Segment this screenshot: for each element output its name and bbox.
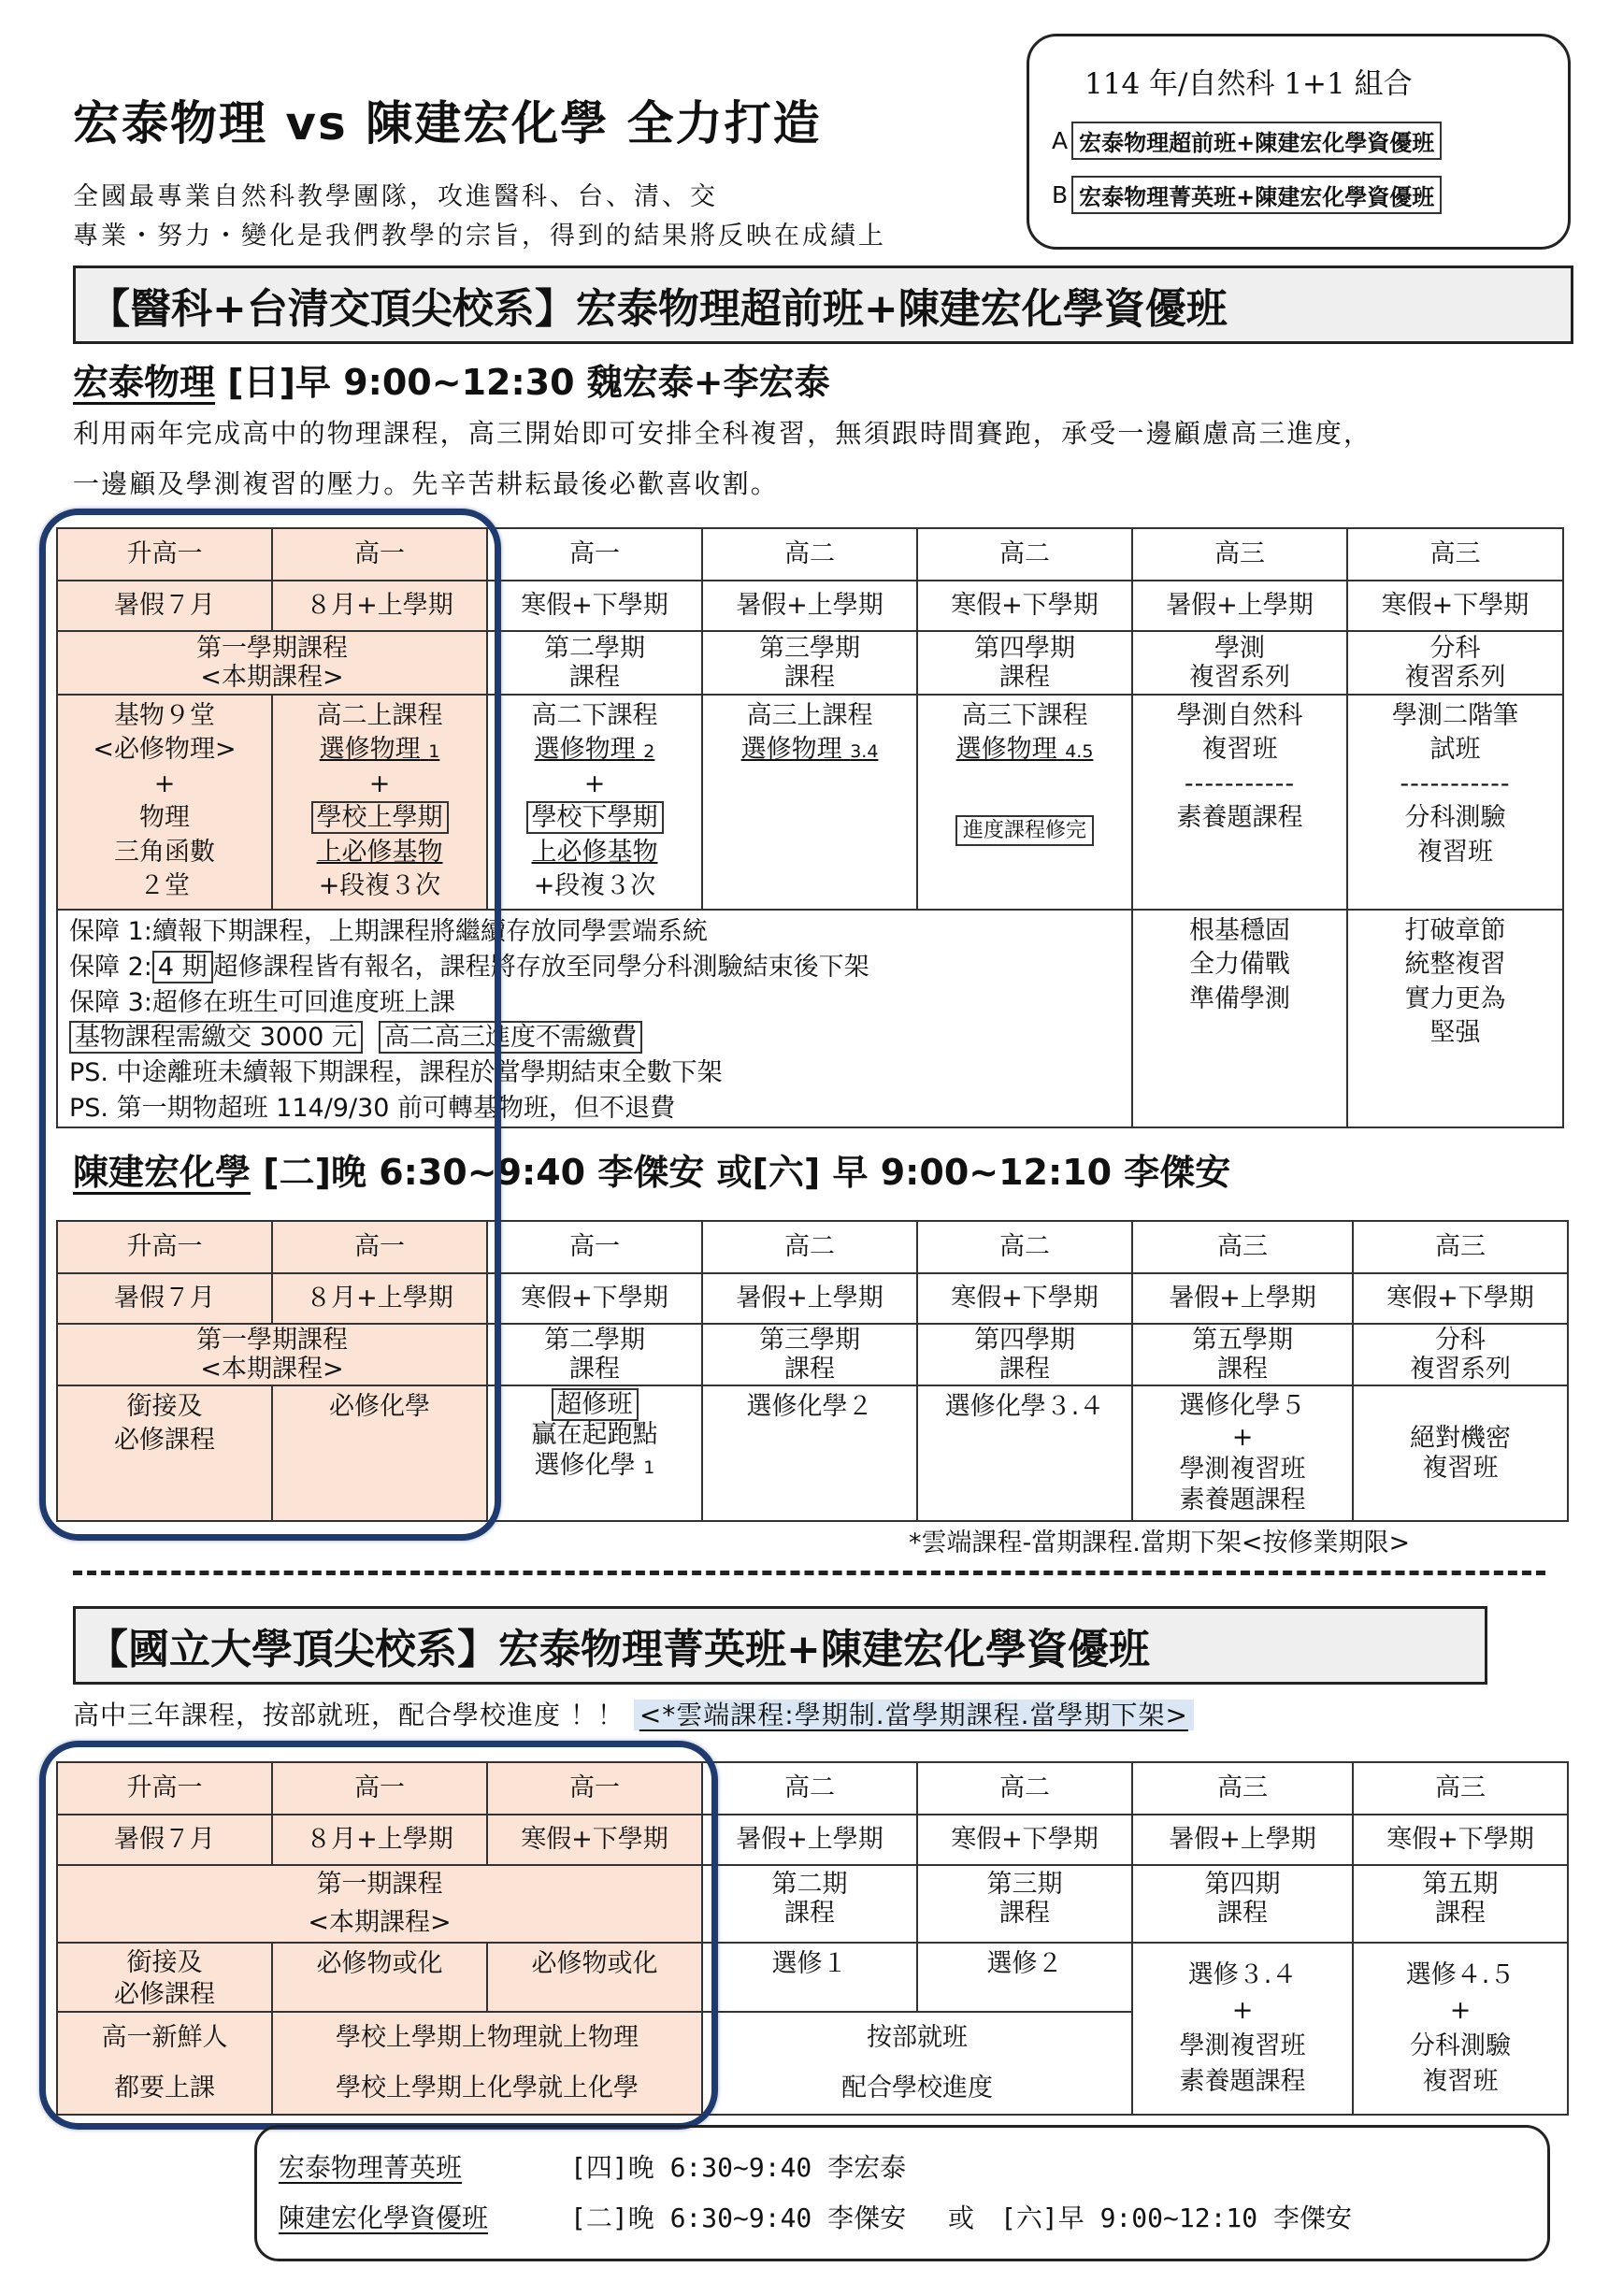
t3-extra-1: [57, 2012, 272, 2115]
t3-course-3-a: 第三期: [986, 1870, 1063, 1899]
t1-grade: 高三: [1347, 528, 1563, 581]
t3-course-1: [57, 1865, 702, 1943]
t1-c7-line: 複習班: [1417, 837, 1493, 867]
t1-course-6-b: 複習系列: [1404, 663, 1506, 692]
t2-term: ８月+上學期: [272, 1273, 487, 1324]
combo-a-label: A: [1052, 127, 1069, 154]
t1-c2-line: 高二上課程: [316, 701, 443, 730]
t2-course-3-a: 第三學期: [759, 1325, 860, 1355]
t2-course-5-b: 課程: [1217, 1355, 1268, 1384]
t2-course-1-b: <本期課程>: [200, 1355, 344, 1384]
t1-course-4-b: 課程: [999, 663, 1050, 692]
bottom-row-2-name: 陳建宏化學資優班: [279, 2203, 489, 2233]
t1-term: 寒假+下學期: [1347, 581, 1563, 631]
t1-c2-elective: [275, 733, 484, 767]
section2-banner: 【國立大學頂尖校系】宏泰物理菁英班+陳建宏化學資優班: [73, 1606, 1487, 1685]
t2-c1-line: 必修課程: [114, 1426, 215, 1456]
fee-boxed-1: 基物課程需繳交 3000 元: [69, 1021, 363, 1054]
t2-content-5: [917, 1385, 1132, 1521]
bottom-row-2: [279, 2198, 1352, 2235]
t2-course-4: [917, 1324, 1132, 1385]
t2-course-4-a: 第四學期: [974, 1325, 1075, 1355]
bottom-schedule-box: [254, 2125, 1550, 2261]
combo-a-text: 宏泰物理超前班+陳建宏化學資優班: [1071, 122, 1442, 160]
t3-grade: 高二: [702, 1762, 917, 1815]
t1-c1-line: +: [153, 768, 176, 798]
t1-goal-7-line: 打破章節: [1404, 916, 1506, 945]
t1-goal-6-line: 準備學測: [1189, 983, 1290, 1013]
t3-term: 暑假+上學期: [702, 1815, 917, 1865]
t1-c3-line: 高二下課程: [531, 701, 658, 730]
t3-r7-line: 選修４.５: [1405, 1960, 1515, 1990]
t1-content-1: [57, 695, 272, 910]
t1-c5-line: 高三下課程: [961, 701, 1088, 730]
t3-grade: 高二: [917, 1762, 1132, 1815]
guarantee-2: [69, 950, 1129, 985]
t3-x3-line: 配合學校進度: [841, 2073, 993, 2102]
guarantee-1: 保障 1:續報下期課程，上期課程將繼續存放同學雲端系統: [69, 917, 708, 946]
t2-course-2-a: 第二學期: [544, 1325, 645, 1355]
t2-grade: 升高一: [57, 1221, 272, 1273]
t1-course-3: [702, 631, 917, 695]
t3-x1-line: 高一新鮮人: [101, 2022, 228, 2052]
t1-grade: 高二: [917, 528, 1132, 581]
t2-grade: 高三: [1353, 1221, 1568, 1273]
t3-course-1-b: <本期課程>: [308, 1907, 452, 1937]
fee-line: [69, 1020, 1129, 1055]
ps-note-1: PS. 中途離班未續報下期課程，課程於當學期結束全數下架: [69, 1058, 723, 1088]
t2-term: 暑假+上學期: [1132, 1273, 1353, 1324]
t3-extra-3: [702, 2012, 1132, 2115]
t2-c6-line: 素養題課程: [1179, 1485, 1306, 1515]
t1-course-6-a: 分科: [1429, 633, 1481, 663]
elite-schedule-table: [56, 1761, 1569, 2116]
t3-content-6: [1132, 1943, 1353, 2115]
t3-term: 寒假+下學期: [917, 1815, 1132, 1865]
t1-course-2-b: 課程: [569, 663, 620, 692]
t3-grade-row: [57, 1762, 1568, 1815]
t1-c5-boxed: 進度課程修完: [955, 815, 1094, 846]
t2-course-6: [1353, 1324, 1568, 1385]
t1-c6-line: 複習班: [1201, 735, 1278, 765]
section1-banner: 【醫科+台清交頂尖校系】宏泰物理超前班+陳建宏化學資優班: [73, 265, 1573, 344]
t1-c2-line: +段複３次: [318, 871, 441, 901]
t1-course-1-a: 第一學期課程: [196, 633, 348, 663]
t2-c6-line: +: [1231, 1422, 1254, 1452]
t3-x2-line: 學校上學期上物理就上物理: [336, 2022, 639, 2052]
physics-time: [日]早 9:00~12:30 魏宏泰+李宏泰: [227, 362, 830, 403]
t3-grade: 高三: [1132, 1762, 1353, 1815]
t1-grade: 高一: [272, 528, 487, 581]
t1-course-6: [1347, 631, 1563, 695]
physics-heading: [73, 353, 830, 405]
t1-content-3: [487, 695, 702, 910]
t3-term: 寒假+下學期: [1353, 1815, 1568, 1865]
t1-term: 寒假+下學期: [917, 581, 1132, 631]
t2-grade-row: [57, 1221, 1568, 1273]
t3-course-4-a: 第四期: [1204, 1870, 1281, 1899]
t3-grade: 高一: [272, 1762, 487, 1815]
t2-c5-line: 選修化學３.４: [944, 1392, 1105, 1421]
guarantee-3: 保障 3:超修在班生可回進度班上課: [69, 987, 455, 1017]
t1-goal-6-line: 全力備戰: [1189, 950, 1290, 980]
t2-course-2-b: 課程: [569, 1355, 620, 1384]
t3-course-5: [1353, 1865, 1568, 1943]
t1-guarantees: [57, 910, 1132, 1127]
t2-c3-elective: [490, 1451, 699, 1481]
t2-c6-line: 選修化學５: [1179, 1391, 1306, 1420]
t2-content-1: [57, 1385, 272, 1521]
t1-c5-elective-num: 4.5: [1065, 741, 1094, 763]
t1-term: ８月+上學期: [272, 581, 487, 631]
t2-term-row: [57, 1273, 1568, 1324]
t3-term: 寒假+下學期: [487, 1815, 702, 1865]
t2-content-6: [1132, 1385, 1353, 1521]
t2-course-1-a: 第一學期課程: [196, 1325, 348, 1355]
t3-content-7: [1353, 1943, 1568, 2115]
t1-course-2-a: 第二學期: [544, 633, 645, 663]
bottom-row-2-time: [二]晚 6:30~9:40 李傑安 或 [六]早 9:00~12:10 李傑安: [570, 2203, 1353, 2233]
intro-line-2: 專業・努力・變化是我們教學的宗旨，得到的結果將反映在成績上: [73, 222, 886, 251]
t1-c6-line: 學測自然科: [1176, 701, 1303, 730]
bottom-row-1-time: [四]晚 6:30~9:40 李宏泰: [570, 2152, 907, 2183]
t1-goal-7-line: 堅强: [1429, 1018, 1481, 1048]
t3-extra-2: [272, 2012, 702, 2115]
t3-term: 暑假７月: [57, 1815, 272, 1865]
t1-term: 暑假+上學期: [702, 581, 917, 631]
ps-note-2: PS. 第一期物超班 114/9/30 前可轉基物班，但不退費: [69, 1093, 676, 1123]
t1-c6-divider: -----------: [1184, 768, 1296, 798]
t1-c2-elective-num: 1: [428, 741, 440, 763]
t2-c3-boxed: 超修班: [552, 1388, 639, 1421]
t2-term: 寒假+下學期: [487, 1273, 702, 1324]
t2-term: 暑假７月: [57, 1273, 272, 1324]
t1-grade: 高二: [702, 528, 917, 581]
t3-grade: 高三: [1353, 1762, 1568, 1815]
t3-r1-line: 必修課程: [114, 1979, 215, 2009]
t1-content-2: [272, 695, 487, 910]
t3-course-2-b: 課程: [784, 1899, 835, 1929]
t1-grade: 高一: [487, 528, 702, 581]
t2-course-4-b: 課程: [999, 1355, 1050, 1384]
guarantee-2-label: 保障 2:: [69, 952, 152, 982]
t1-c7-line: 試班: [1429, 735, 1481, 765]
t3-term-row: [57, 1815, 1568, 1865]
fee-boxed-2: 高二高三進度不需繳費: [379, 1021, 642, 1054]
t3-x3-line: 按部就班: [867, 2022, 968, 2052]
t1-content-7: [1347, 695, 1563, 910]
t3-content-row: [57, 1943, 1568, 2012]
t1-course-4: [917, 631, 1132, 695]
t1-c5-elective: [920, 733, 1129, 767]
t1-c7-divider: -----------: [1400, 768, 1511, 798]
t2-c1-line: 銜接及: [126, 1392, 203, 1421]
t1-c2-line: +: [368, 768, 391, 798]
chem-schedule-table: [56, 1220, 1569, 1522]
t3-x2-line: 學校上學期上化學就上化學: [336, 2073, 639, 2102]
t2-course-5: [1132, 1324, 1353, 1385]
t1-c1-line: 物理: [139, 803, 190, 833]
t3-course-3: [917, 1865, 1132, 1943]
t1-c6-line: 素養題課程: [1176, 803, 1303, 833]
t3-course-3-b: 課程: [999, 1899, 1050, 1929]
t2-course-3: [702, 1324, 917, 1385]
t2-grade: 高三: [1132, 1221, 1353, 1273]
t3-content-2: 必修物或化: [272, 1943, 487, 2012]
t2-c3-elective-num: 1: [643, 1457, 655, 1478]
t1-term: 暑假７月: [57, 581, 272, 631]
t3-r6-line: 學測複習班: [1179, 2031, 1306, 2060]
physics-desc-2: 一邊顧及學測複習的壓力。先辛苦耕耘最後必歡喜收割。: [73, 468, 780, 499]
cloud-note-2: <*雲端課程:學期制.當學期課程.當學期下架>: [634, 1700, 1194, 1730]
t3-grade: 高一: [487, 1762, 702, 1815]
combo-option-b: [1052, 176, 1442, 214]
t1-c3-elective-num: 2: [643, 741, 655, 763]
t1-goal-7-line: 實力更為: [1404, 983, 1506, 1013]
combo-option-a: [1052, 122, 1442, 160]
t3-course-5-b: 課程: [1435, 1899, 1486, 1929]
physics-desc-1: 利用兩年完成高中的物理課程，高三開始即可安排全科複習，無須跟時間賽跑，承受一邊顧慮高三進度，: [73, 418, 1372, 449]
t3-content-4: 選修１: [702, 1943, 917, 2012]
t1-c4-line: 高三上課程: [746, 701, 873, 730]
t3-x1-line: 都要上課: [114, 2073, 215, 2102]
t1-c2-elective-label: 選修物理: [319, 735, 421, 765]
t1-course-3-b: 課程: [784, 663, 835, 692]
t3-course-1-a: 第一期課程: [316, 1870, 443, 1899]
t2-content-row: [57, 1385, 1568, 1521]
t2-grade: 高二: [917, 1221, 1132, 1273]
t1-content-5: [917, 695, 1132, 910]
t2-course-6-a: 分科: [1435, 1325, 1486, 1355]
intro-line-1: 全國最專業自然科教學團隊，攻進醫科、台、清、交: [73, 182, 718, 211]
guarantee-2-text: 超修課程皆有報名，課程將存放至同學分科測驗結束後下架: [212, 952, 869, 982]
t3-term: ８月+上學期: [272, 1815, 487, 1865]
t3-course-row: [57, 1865, 1568, 1943]
section-divider: [73, 1571, 1545, 1575]
t1-c1-line: 基物９堂: [114, 701, 215, 730]
combo-title: 114 年/自然科 1+1 組合: [1084, 67, 1413, 101]
t3-content-3: 必修物或化: [487, 1943, 702, 2012]
chem-time: [二]晚 6:30~9:40 李傑安 或[六] 早 9:00~12:10 李傑安: [263, 1152, 1231, 1193]
t1-goal-6: [1132, 910, 1347, 1127]
t3-content-1: [57, 1943, 272, 2012]
t3-grade: 升高一: [57, 1762, 272, 1815]
t1-grade: 升高一: [57, 528, 272, 581]
t2-course-1: [57, 1324, 487, 1385]
t1-course-1-b: <本期課程>: [200, 663, 344, 692]
t3-course-2: [702, 1865, 917, 1943]
t2-grade: 高一: [487, 1221, 702, 1273]
t1-term: 寒假+下學期: [487, 581, 702, 631]
t3-r1-line: 銜接及: [126, 1948, 203, 1977]
t2-c3-elective-label: 選修化學: [534, 1450, 636, 1480]
t2-grade: 高二: [702, 1221, 917, 1273]
t2-grade: 高一: [272, 1221, 487, 1273]
t3-r7-line: +: [1449, 1995, 1472, 2025]
t2-course-6-b: 複習系列: [1410, 1355, 1511, 1384]
chem-heading: [73, 1143, 1230, 1195]
t2-term: 寒假+下學期: [1353, 1273, 1568, 1324]
t1-guarantee-row: [57, 910, 1563, 1127]
t3-r6-line: 選修３.４: [1187, 1960, 1298, 1990]
t1-term-row: [57, 581, 1563, 631]
t1-course-2: [487, 631, 702, 695]
t1-course-3-a: 第三學期: [759, 633, 860, 663]
t2-content-4: [702, 1385, 917, 1521]
t1-grade: 高三: [1132, 528, 1347, 581]
t1-c4-elective-num: 3.4: [850, 741, 879, 763]
t2-c4-line: 選修化學２: [746, 1392, 873, 1421]
t1-c5-elective-label: 選修物理: [955, 735, 1057, 765]
t2-c7-line: 絕對機密: [1410, 1424, 1511, 1454]
t3-course-4: [1132, 1865, 1353, 1943]
t2-course-3-b: 課程: [784, 1355, 835, 1384]
bottom-row-1: [279, 2147, 906, 2185]
t1-c3-line: +段複３次: [533, 871, 656, 901]
t1-c1-line: <必修物理>: [93, 735, 237, 765]
physics-name: 宏泰物理: [73, 362, 216, 403]
t2-c3-line: 贏在起跑點: [531, 1420, 658, 1450]
t3-content-5: 選修２: [917, 1943, 1132, 2012]
t1-term: 暑假+上學期: [1132, 581, 1347, 631]
t1-content-4: [702, 695, 917, 910]
t1-grade-row: [57, 528, 1563, 581]
bottom-row-1-name: 宏泰物理菁英班: [279, 2152, 463, 2183]
t3-r7-line: 分科測驗: [1410, 2031, 1511, 2060]
t1-c3-line: +: [583, 768, 606, 798]
guarantee-2-boxed: 4 期: [152, 951, 213, 983]
t3-course-4-b: 課程: [1217, 1899, 1268, 1929]
t1-course-row: [57, 631, 1563, 695]
t1-c4-elective: [705, 733, 914, 767]
t1-course-1: [57, 631, 487, 695]
t2-c6-line: 學測複習班: [1179, 1454, 1306, 1484]
t2-course-5-a: 第五學期: [1192, 1325, 1293, 1355]
t1-goal-6-line: 根基穩固: [1189, 916, 1290, 945]
t3-course-5-a: 第五期: [1422, 1870, 1499, 1899]
t1-course-5-b: 複習系列: [1189, 663, 1290, 692]
t1-content-6: [1132, 695, 1347, 910]
t2-content-2: [272, 1385, 487, 1521]
page-title: 宏泰物理 vs 陳建宏化學 全力打造: [73, 96, 822, 151]
t3-term: 暑假+上學期: [1132, 1815, 1353, 1865]
t3-r6-line: 素養題課程: [1179, 2066, 1306, 2096]
section2-desc: 高中三年課程，按部就班，配合學校進度 ！！: [73, 1700, 625, 1730]
t3-r7-line: 複習班: [1422, 2066, 1499, 2096]
t1-course-5: [1132, 631, 1347, 695]
t2-course-2: [487, 1324, 702, 1385]
t1-c2-line: 上必修基物: [316, 837, 443, 867]
t2-c7-line: 複習班: [1422, 1453, 1499, 1483]
t1-course-5-a: 學測: [1214, 633, 1265, 663]
t1-c7-line: 學測二階筆: [1392, 701, 1518, 730]
t1-c3-line: 上必修基物: [531, 837, 658, 867]
t1-c1-line: ２堂: [139, 871, 190, 901]
t2-term: 寒假+下學期: [917, 1273, 1132, 1324]
t1-c3-elective: [490, 733, 699, 767]
t1-c7-line: 分科測驗: [1404, 803, 1506, 833]
t2-c2-line: 必修化學: [329, 1392, 430, 1421]
t2-term: 暑假+上學期: [702, 1273, 917, 1324]
t3-r6-line: +: [1231, 1995, 1254, 2025]
cloud-note-1: *雲端課程-當期課程.當期下架<按修業期限>: [909, 1528, 1411, 1557]
section2-desc-line: [73, 1695, 1194, 1732]
combo-b-text: 宏泰物理菁英班+陳建宏化學資優班: [1071, 176, 1442, 214]
t1-goal-7: [1347, 910, 1563, 1127]
combo-b-label: B: [1052, 181, 1069, 208]
t2-content-7: [1353, 1385, 1568, 1521]
t2-course-row: [57, 1324, 1568, 1385]
t1-c2-boxed: 學校上學期: [311, 801, 449, 834]
t1-course-4-a: 第四學期: [974, 633, 1075, 663]
t1-content-row: [57, 695, 1563, 910]
t1-c3-boxed: 學校下學期: [526, 801, 664, 834]
t3-course-2-a: 第二期: [771, 1870, 848, 1899]
t1-goal-7-line: 統整複習: [1404, 950, 1506, 980]
t1-c3-elective-label: 選修物理: [534, 735, 636, 765]
physics-schedule-table: [56, 527, 1564, 1128]
t1-c4-elective-label: 選修物理: [740, 735, 842, 765]
t2-content-3: [487, 1385, 702, 1521]
t1-c1-line: 三角函數: [114, 837, 215, 867]
chem-name: 陳建宏化學: [73, 1152, 251, 1193]
